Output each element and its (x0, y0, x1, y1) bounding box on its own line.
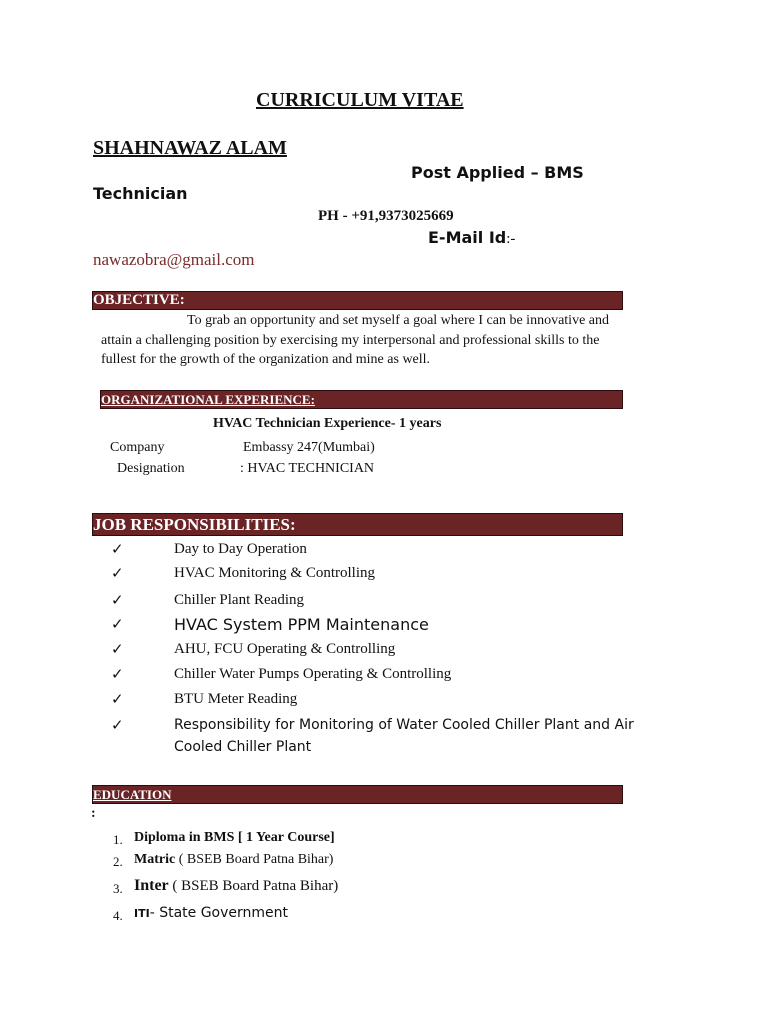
company-label: Company (110, 440, 165, 455)
check-icon: ✓ (111, 640, 124, 658)
objective-heading-bar (92, 291, 623, 310)
company-row (110, 440, 164, 456)
responsibility-item: Responsibility for Monitoring of Water Cooled Chiller Plant and Air (174, 717, 634, 733)
responsibility-item: HVAC Monitoring & Controlling (174, 565, 375, 581)
objective-line-1: To grab an opportunity and set myself a goal where I can be innovative and (187, 313, 609, 328)
education-number: 3. (113, 881, 123, 896)
education-item-bold: ITI (134, 907, 150, 920)
check-icon: ✓ (111, 690, 124, 708)
check-icon: ✓ (111, 716, 124, 734)
education-item-rest: - State Government (149, 905, 289, 921)
email-label-row (428, 228, 515, 248)
objective-line-3: fullest for the growth of the organization and mine as well. (101, 352, 431, 367)
responsibility-item-continued: Cooled Chiller Plant (174, 739, 312, 755)
education-item-rest: ( BSEB Board Patna Bihar) (168, 878, 339, 894)
education-item (134, 877, 338, 895)
responsibility-item: Day to Day Operation (174, 541, 307, 557)
education-item (134, 830, 335, 846)
post-applied: Post Applied – BMS (411, 163, 584, 182)
experience-heading: ORGANIZATIONAL EXPERIENCE: (101, 392, 315, 407)
education-item (134, 905, 288, 921)
email-separator: :- (506, 231, 516, 247)
check-icon: ✓ (111, 540, 124, 558)
responsibility-item: Chiller Plant Reading (174, 592, 304, 608)
education-number: 4. (113, 908, 123, 923)
designation-value: : HVAC TECHNICIAN (240, 461, 375, 476)
check-icon: ✓ (111, 591, 124, 609)
responsibility-item: AHU, FCU Operating & Controlling (174, 641, 396, 657)
education-number: 1. (113, 832, 123, 847)
responsibilities-heading: JOB RESPONSIBILITIES: (93, 515, 296, 534)
page-title: CURRICULUM VITAE (256, 89, 464, 111)
responsibility-item: HVAC System PPM Maintenance (174, 615, 429, 634)
experience-heading-bar (100, 390, 623, 409)
email-address[interactable]: nawazobra@gmail.com (93, 250, 255, 269)
experience-subtitle: HVAC Technician Experience- 1 years (213, 416, 442, 431)
education-heading-bar (92, 785, 623, 804)
education-heading: EDUCATION (93, 787, 172, 802)
education-item-bold: Inter (134, 877, 169, 894)
education-item (134, 852, 333, 868)
objective-heading: OBJECTIVE: (93, 292, 185, 308)
objective-line-2: attain a challenging position by exercising my interpersonal and professional skills to the (101, 333, 600, 348)
post-applied-continued: Technician (93, 184, 188, 203)
designation-label: Designation (117, 461, 185, 476)
phone-number: PH - +91,9373025669 (318, 208, 454, 224)
education-number: 2. (113, 854, 123, 869)
check-icon: ✓ (111, 615, 124, 633)
designation-row (114, 461, 185, 477)
responsibility-item: Chiller Water Pumps Operating & Controlling (174, 666, 452, 682)
education-colon: : (91, 806, 96, 821)
company-value: Embassy 247(Mumbai) (243, 440, 375, 455)
education-item-bold: Diploma in BMS [ 1 Year Course] (134, 830, 335, 845)
education-item-rest: ( BSEB Board Patna Bihar) (175, 852, 334, 867)
check-icon: ✓ (111, 665, 124, 683)
education-item-bold: Matric (134, 852, 176, 867)
responsibility-item: BTU Meter Reading (174, 691, 298, 707)
email-label: E-Mail Id (428, 228, 507, 247)
candidate-name: SHAHNAWAZ ALAM (93, 137, 287, 159)
check-icon: ✓ (111, 564, 124, 582)
responsibilities-heading-bar (92, 513, 623, 536)
